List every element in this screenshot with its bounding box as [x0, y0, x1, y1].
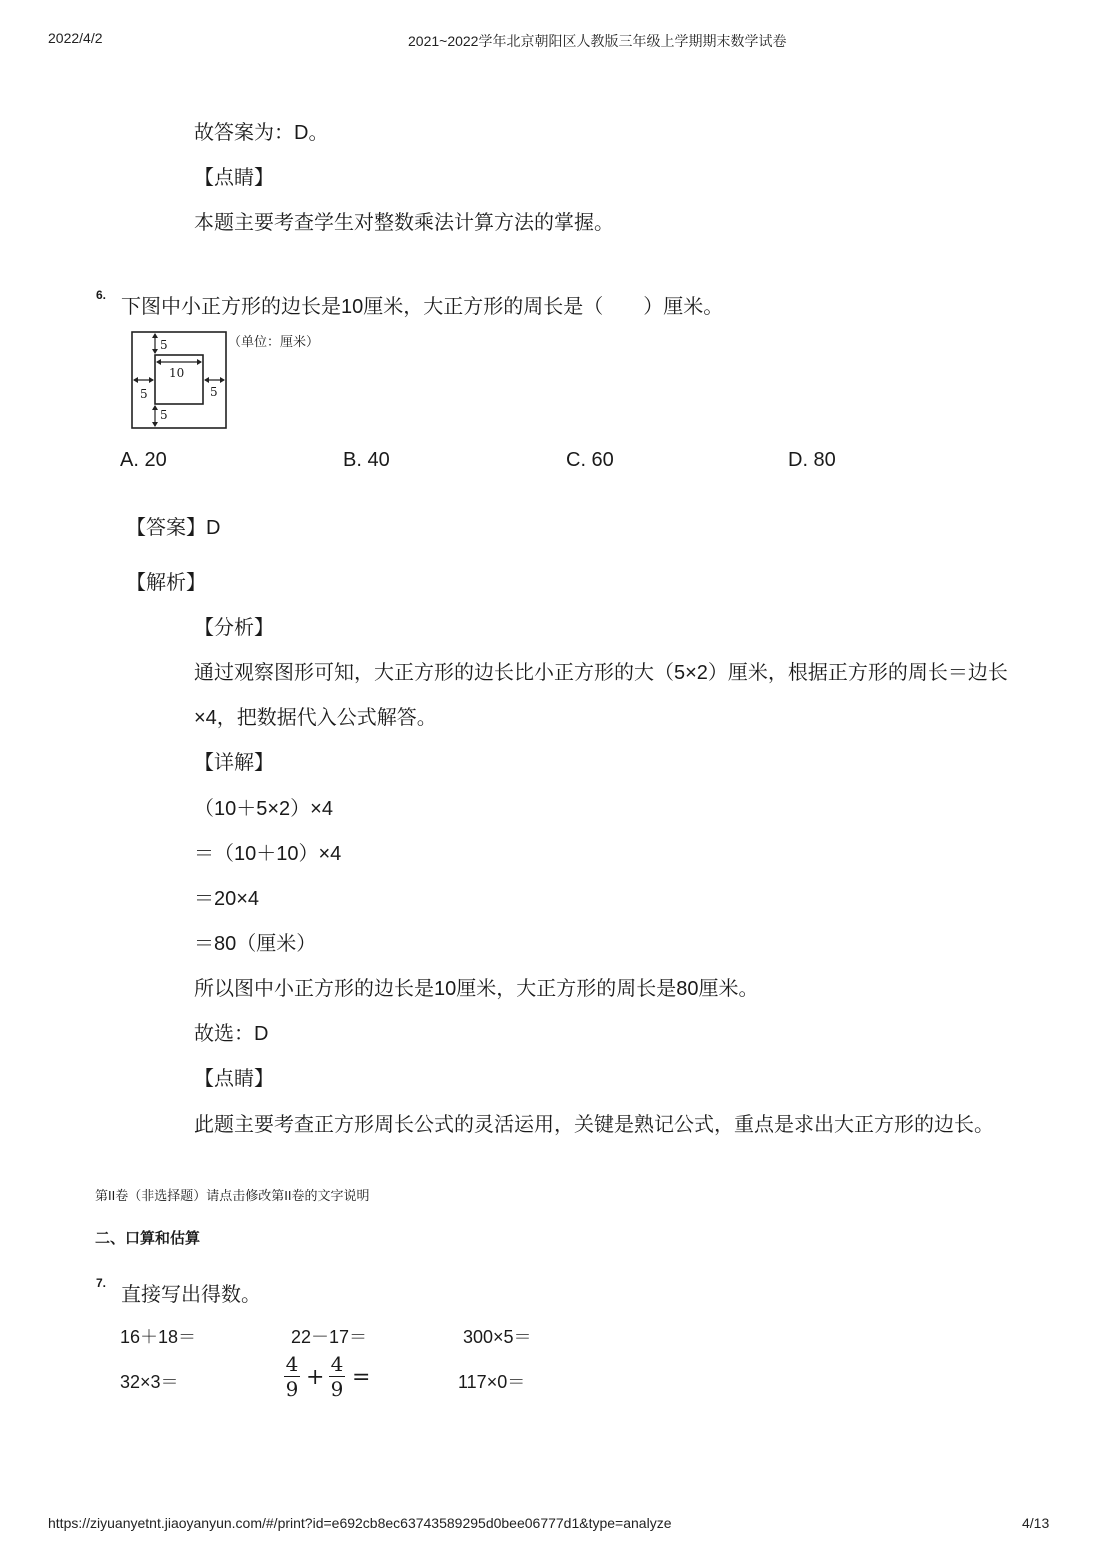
q7-stem: 直接写出得数。: [121, 1284, 261, 1306]
q6-dianjing-text: 此题主要考查正方形周长公式的灵活运用，关键是熟记公式，重点是求出大正方形的边长。: [194, 1114, 994, 1136]
fig-label-top: 5: [160, 338, 168, 352]
prev-dianjing-label: 【点睛】: [194, 167, 274, 189]
q7-number: 7.: [96, 1276, 107, 1290]
fraction-2-numerator: 4: [330, 1352, 344, 1376]
fraction-2: [329, 1353, 345, 1400]
q6-conclusion: 所以图中小正方形的边长是10厘米，大正方形的周长是80厘米。: [194, 978, 759, 1000]
q6-number: 6.: [96, 288, 107, 302]
q6-option-c: C. 60: [566, 449, 614, 471]
q6-fenxi-label: 【分析】: [194, 617, 274, 639]
fraction-1-denominator: 9: [285, 1377, 299, 1402]
fraction-1-numerator: 4: [285, 1352, 299, 1376]
q7-item-3: 300×5＝: [463, 1327, 532, 1347]
q6-step-1: （10＋5×2）×4: [194, 798, 333, 820]
q6-stem: 下图中小正方形的边长是10厘米，大正方形的周长是（ ）厘米。: [121, 296, 724, 318]
q7-item-4: 32×3＝: [120, 1372, 179, 1392]
equals-sign: =: [352, 1365, 371, 1390]
q6-option-b: B. 40: [343, 449, 390, 471]
q6-fenxi-line1: 通过观察图形可知，大正方形的边长比小正方形的大（5×2）厘米，根据正方形的周长＝边长: [194, 662, 1008, 684]
q6-figure: [130, 330, 330, 432]
plus-sign: +: [306, 1365, 325, 1390]
header-title: 2021~2022学年北京朝阳区人教版三年级上学期期末数学试卷: [408, 33, 787, 49]
fraction-2-denominator: 9: [330, 1377, 344, 1402]
q7-item-6: 117×0＝: [458, 1372, 526, 1392]
section-title: 二、口算和估算: [95, 1230, 201, 1247]
q6-choice: 故选：D: [194, 1023, 269, 1045]
q6-option-a: A. 20: [120, 449, 167, 471]
q7-item-1: 16＋18＝: [120, 1327, 197, 1347]
fig-label-inner: 10: [169, 366, 185, 380]
q7-item-2: 22－17＝: [291, 1327, 368, 1347]
q6-fenxi-line2: ×4，把数据代入公式解答。: [194, 707, 437, 729]
part2-note: 第II卷（非选择题）请点击修改第II卷的文字说明: [95, 1188, 370, 1203]
q6-dianjing-label: 【点睛】: [194, 1068, 274, 1090]
fig-unit-label: （单位：厘米）: [228, 334, 320, 349]
fig-label-right: 5: [210, 385, 218, 399]
fig-label-left: 5: [140, 387, 148, 401]
q6-step-4: ＝80（厘米）: [194, 933, 317, 955]
q6-step-3: ＝20×4: [194, 888, 260, 910]
q6-step-2: ＝（10＋10）×4: [194, 843, 342, 865]
q6-option-d: D. 80: [788, 449, 836, 471]
q6-xiangjie-label: 【详解】: [194, 752, 274, 774]
q6-answer: 【答案】D: [126, 517, 221, 539]
prev-answer-line: 故答案为：D。: [194, 122, 329, 144]
footer-page: 4/13: [1022, 1515, 1050, 1531]
footer-url[interactable]: https://ziyuanyetnt.jiaoyanyun.com/#/print?id=e692cb8ec63743589295d0bee06777d1&type=analyze: [48, 1515, 672, 1531]
q6-analysis-label: 【解析】: [126, 572, 206, 594]
fraction-1: [284, 1353, 300, 1400]
header-date: 2022/4/2: [48, 30, 103, 46]
fig-label-bottom: 5: [160, 408, 168, 422]
prev-dianjing-text: 本题主要考查学生对整数乘法计算方法的掌握。: [194, 212, 614, 234]
